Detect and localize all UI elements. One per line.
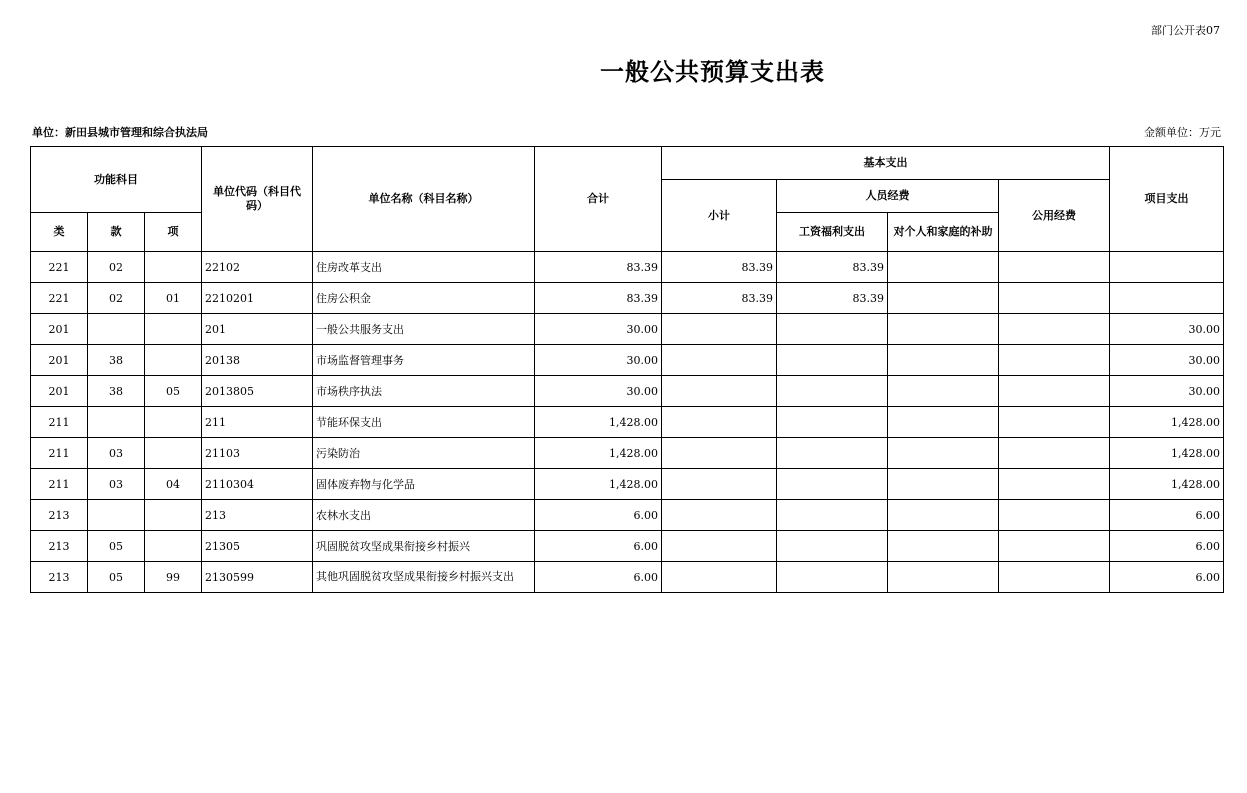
cell-code: 2130599 [202,562,313,593]
cell-subsidy [888,345,999,376]
table-row [31,252,1224,283]
table-row [31,531,1224,562]
cell-project [1110,283,1224,314]
cell-name: 固体废弃物与化学品 [313,469,535,500]
cell-salary [777,345,888,376]
cell-salary [777,562,888,593]
table-row [31,562,1224,593]
cell-project: 6.00 [1110,531,1224,562]
cell-subtotal [662,345,777,376]
page-title: 一般公共预算支出表 [600,58,825,86]
cell-kuan: 05 [88,531,145,562]
cell-subtotal [662,407,777,438]
header-individual-subsidy: 对个人和家庭的补助 [888,213,999,252]
table-row [31,438,1224,469]
cell-xiang: 01 [145,283,202,314]
cell-project: 30.00 [1110,345,1224,376]
cell-kuan: 38 [88,345,145,376]
cell-subtotal [662,376,777,407]
cell-xiang [145,531,202,562]
table-row [31,283,1224,314]
cell-salary [777,500,888,531]
cell-name: 市场监督管理事务 [313,345,535,376]
cell-code: 201 [202,314,313,345]
table-row [31,500,1224,531]
cell-name: 农林水支出 [313,500,535,531]
cell-public [999,314,1110,345]
cell-public [999,345,1110,376]
cell-name: 其他巩固脱贫攻坚成果衔接乡村振兴支出 [313,562,535,593]
cell-subtotal [662,469,777,500]
header-xiang: 项 [145,213,202,252]
cell-public [999,252,1110,283]
cell-total: 30.00 [535,345,662,376]
cell-xiang [145,500,202,531]
cell-subtotal [662,314,777,345]
cell-subsidy [888,283,999,314]
document-code: 部门公开表07 [1151,24,1220,37]
cell-kuan: 03 [88,469,145,500]
cell-subtotal [662,531,777,562]
cell-project: 30.00 [1110,376,1224,407]
header-personnel-expense: 人员经费 [777,180,999,213]
cell-public [999,407,1110,438]
header-unit-name: 单位名称（科目名称） [313,147,535,252]
cell-name: 住房公积金 [313,283,535,314]
cell-kuan [88,407,145,438]
table-row [31,345,1224,376]
cell-subsidy [888,376,999,407]
cell-subtotal [662,438,777,469]
cell-public [999,376,1110,407]
cell-code: 2210201 [202,283,313,314]
table-header [31,147,1224,252]
cell-xiang [145,252,202,283]
cell-lei: 221 [31,283,88,314]
cell-xiang [145,345,202,376]
cell-code: 20138 [202,345,313,376]
header-project-expenditure: 项目支出 [1110,147,1224,252]
unit-name-label: 单位：新田县城市管理和综合执法局 [32,126,208,139]
header-func-subject: 功能科目 [31,147,202,213]
cell-lei: 213 [31,531,88,562]
cell-subsidy [888,438,999,469]
cell-kuan: 02 [88,252,145,283]
cell-salary [777,531,888,562]
cell-kuan [88,314,145,345]
cell-subsidy [888,469,999,500]
cell-public [999,562,1110,593]
cell-total: 1,428.00 [535,407,662,438]
header-basic-expenditure: 基本支出 [662,147,1110,180]
header-kuan: 款 [88,213,145,252]
cell-code: 2110304 [202,469,313,500]
cell-project: 6.00 [1110,500,1224,531]
cell-xiang [145,314,202,345]
cell-project [1110,252,1224,283]
cell-total: 6.00 [535,531,662,562]
cell-lei: 211 [31,469,88,500]
cell-total: 30.00 [535,376,662,407]
cell-xiang: 04 [145,469,202,500]
cell-code: 213 [202,500,313,531]
cell-kuan [88,500,145,531]
cell-code: 21103 [202,438,313,469]
table-body [31,252,1224,593]
cell-subtotal [662,562,777,593]
cell-subsidy [888,531,999,562]
cell-lei: 211 [31,407,88,438]
header-subtotal: 小计 [662,180,777,252]
cell-xiang: 05 [145,376,202,407]
table-row [31,407,1224,438]
cell-project: 1,428.00 [1110,469,1224,500]
cell-salary [777,469,888,500]
cell-lei: 221 [31,252,88,283]
cell-lei: 201 [31,376,88,407]
budget-expenditure-table [30,146,1224,593]
cell-total: 83.39 [535,283,662,314]
cell-code: 22102 [202,252,313,283]
cell-code: 21305 [202,531,313,562]
cell-total: 30.00 [535,314,662,345]
cell-project: 30.00 [1110,314,1224,345]
cell-lei: 213 [31,500,88,531]
cell-lei: 211 [31,438,88,469]
cell-lei: 213 [31,562,88,593]
cell-name: 节能环保支出 [313,407,535,438]
cell-name: 一般公共服务支出 [313,314,535,345]
cell-subsidy [888,407,999,438]
cell-public [999,283,1110,314]
table-row [31,314,1224,345]
cell-salary [777,314,888,345]
cell-project: 1,428.00 [1110,438,1224,469]
cell-kuan: 05 [88,562,145,593]
cell-salary: 83.39 [777,252,888,283]
cell-xiang [145,407,202,438]
cell-name: 市场秩序执法 [313,376,535,407]
cell-lei: 201 [31,314,88,345]
cell-total: 6.00 [535,562,662,593]
cell-public [999,438,1110,469]
cell-total: 1,428.00 [535,438,662,469]
cell-code: 2013805 [202,376,313,407]
cell-total: 1,428.00 [535,469,662,500]
cell-kuan: 02 [88,283,145,314]
header-salary-welfare: 工资福利支出 [777,213,888,252]
cell-public [999,500,1110,531]
table-row [31,376,1224,407]
cell-project: 6.00 [1110,562,1224,593]
cell-salary: 83.39 [777,283,888,314]
cell-name: 巩固脱贫攻坚成果衔接乡村振兴 [313,531,535,562]
cell-xiang [145,438,202,469]
cell-xiang: 99 [145,562,202,593]
cell-name: 污染防治 [313,438,535,469]
cell-public [999,531,1110,562]
cell-subsidy [888,500,999,531]
cell-subsidy [888,252,999,283]
cell-total: 83.39 [535,252,662,283]
header-total: 合计 [535,147,662,252]
header-unit-code: 单位代码（科目代码） [202,147,313,252]
cell-kuan: 38 [88,376,145,407]
cell-kuan: 03 [88,438,145,469]
table-row [31,469,1224,500]
cell-code: 211 [202,407,313,438]
cell-subtotal: 83.39 [662,252,777,283]
cell-subsidy [888,314,999,345]
cell-salary [777,438,888,469]
header-public-expense: 公用经费 [999,180,1110,252]
cell-salary [777,407,888,438]
cell-subtotal: 83.39 [662,283,777,314]
cell-subtotal [662,500,777,531]
header-lei: 类 [31,213,88,252]
cell-name: 住房改革支出 [313,252,535,283]
amount-unit-label: 金额单位：万元 [1144,126,1221,139]
cell-project: 1,428.00 [1110,407,1224,438]
cell-public [999,469,1110,500]
cell-lei: 201 [31,345,88,376]
cell-total: 6.00 [535,500,662,531]
cell-salary [777,376,888,407]
cell-subsidy [888,562,999,593]
